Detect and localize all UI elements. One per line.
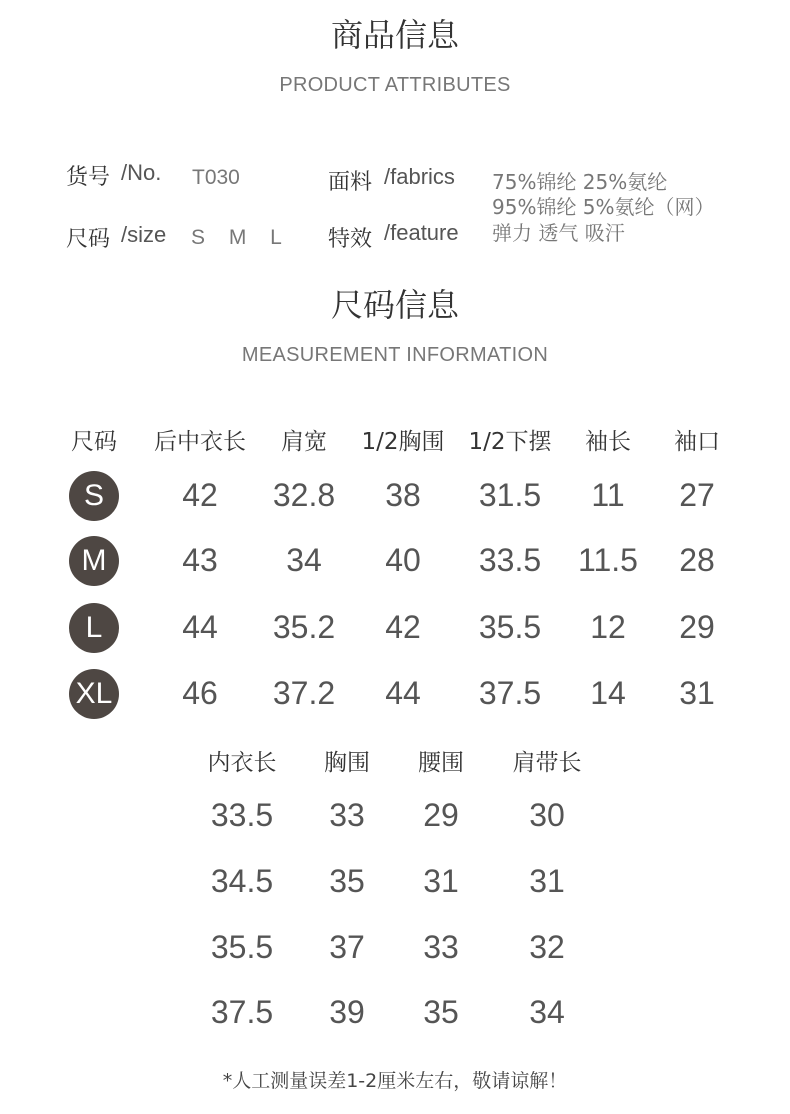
size-label-cn: 尺码	[66, 227, 111, 252]
table2-cell: 39	[329, 994, 365, 1030]
table1-header-4: 1/2下摆	[468, 429, 552, 455]
item-no-label-en: /No.	[121, 160, 162, 185]
table1-cell: 35.5	[478, 609, 542, 645]
product-info-subtitle: PRODUCT ATTRIBUTES	[279, 74, 511, 96]
feature-value: 弹力 透气 吸汗	[492, 221, 625, 245]
table2-header-0: 内衣长	[207, 750, 277, 776]
table2-header-1: 胸围	[324, 750, 370, 776]
table2-cell: 35	[329, 863, 365, 899]
table1-cell: 42	[182, 477, 218, 513]
table1-cell: 37.5	[478, 675, 542, 711]
table2-cell: 35.5	[210, 929, 274, 965]
table1-cell: 40	[385, 542, 421, 578]
table2-cell: 33.5	[210, 797, 274, 833]
table1-header-0: 尺码	[71, 429, 117, 455]
table1-cell: 34	[286, 542, 322, 578]
table2-header-3: 肩带长	[512, 750, 582, 776]
table1-cell: 14	[590, 675, 626, 711]
table2-cell: 32	[529, 929, 565, 965]
size-badge-s: S	[69, 471, 119, 521]
item-no-label-cn: 货号	[66, 165, 111, 190]
table1-cell: 29	[679, 609, 715, 645]
measurement-note: *人工测量误差1-2厘米左右，敬请谅解！	[222, 1070, 568, 1092]
table1-cell: 28	[679, 542, 715, 578]
table2-cell: 37.5	[210, 994, 274, 1030]
table1-cell: 33.5	[478, 542, 542, 578]
measurement-subtitle: MEASUREMENT INFORMATION	[241, 344, 549, 366]
table1-header-6: 袖口	[674, 429, 720, 455]
table1-cell: 12	[590, 609, 626, 645]
table1-cell: 35.2	[272, 609, 336, 645]
table2-cell: 29	[423, 797, 459, 833]
table1-cell: 32.8	[272, 477, 336, 513]
table2-cell: 31	[529, 863, 565, 899]
table1-cell: 31	[679, 675, 715, 711]
table1-cell: 44	[182, 609, 218, 645]
table1-cell: 43	[182, 542, 218, 578]
measurement-title: 尺码信息	[330, 286, 459, 324]
table1-cell: 42	[385, 609, 421, 645]
table2-cell: 30	[529, 797, 565, 833]
size-badge-xl: XL	[69, 669, 119, 719]
table1-header-2: 肩宽	[281, 429, 327, 455]
table2-cell: 31	[423, 863, 459, 899]
fabrics-label-cn: 面料	[328, 170, 373, 195]
table1-header-1: 后中衣长	[154, 429, 246, 455]
feature-label-cn: 特效	[328, 227, 373, 252]
table1-header-3: 1/2胸围	[361, 429, 445, 455]
table2-cell: 35	[423, 994, 459, 1030]
table1-header-5: 袖长	[585, 429, 631, 455]
table2-cell: 33	[423, 929, 459, 965]
feature-label-en: /feature	[384, 220, 459, 245]
fabrics-line-1: 75%锦纶 25%氨纶	[492, 170, 668, 194]
table1-cell: 44	[385, 675, 421, 711]
table1-cell: 11	[591, 477, 625, 513]
table2-header-2: 腰围	[418, 750, 464, 776]
size-value: S M L	[191, 226, 291, 249]
size-label-en: /size	[121, 222, 167, 247]
table2-cell: 33	[329, 797, 365, 833]
table2-cell: 34.5	[210, 863, 274, 899]
table1-cell: 38	[385, 477, 421, 513]
fabrics-label-en: /fabrics	[384, 164, 455, 189]
table1-cell: 31.5	[478, 477, 542, 513]
item-no-value: T030	[192, 166, 240, 189]
fabrics-line-2: 95%锦纶 5%氨纶（网）	[492, 195, 715, 219]
table2-cell: 34	[529, 994, 565, 1030]
table1-cell: 11.5	[578, 542, 638, 578]
size-badge-l: L	[69, 603, 119, 653]
size-badge-m: M	[69, 536, 119, 586]
table1-cell: 37.2	[272, 675, 336, 711]
product-info-title: 商品信息	[330, 16, 459, 54]
table1-cell: 46	[182, 675, 218, 711]
table1-cell: 27	[679, 477, 715, 513]
table2-cell: 37	[329, 929, 365, 965]
